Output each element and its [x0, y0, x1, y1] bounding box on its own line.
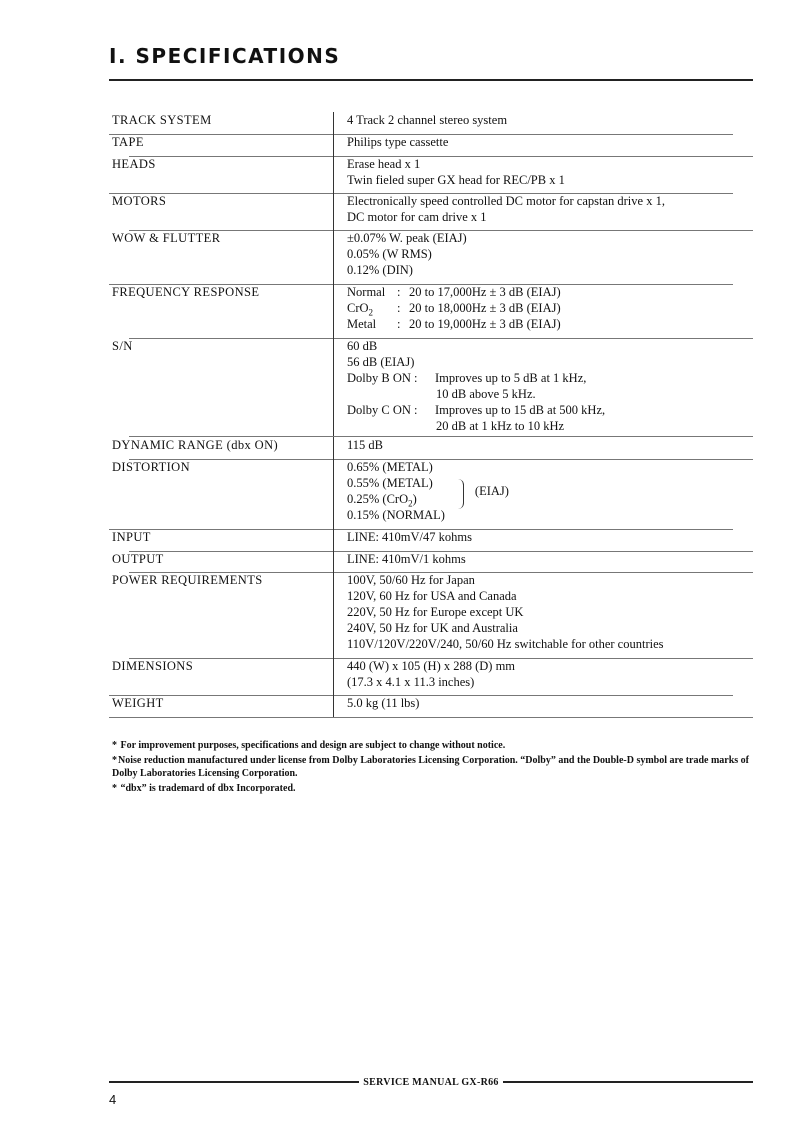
dolby-value: 10 dB above 5 kHz. [436, 387, 536, 401]
separator: : [397, 301, 401, 315]
spec-value [333, 572, 753, 658]
spec-line: LINE: 410mV/47 kohms [347, 530, 472, 544]
footer-rule-left [109, 1081, 359, 1083]
spec-value [333, 658, 753, 695]
freq-row-cro2 [347, 300, 753, 316]
page-footer [109, 1075, 753, 1089]
spec-row-distortion [109, 459, 753, 529]
spec-label: FREQUENCY RESPONSE [112, 285, 260, 299]
spec-line: 120V, 60 Hz for USA and Canada [347, 589, 517, 603]
spec-row-dynamic-range [109, 436, 753, 459]
dolby-key: Dolby B ON : [347, 371, 418, 385]
freq-value: 20 to 17,000Hz ± 3 dB (EIAJ) [409, 285, 561, 299]
spec-label: DIMENSIONS [112, 659, 194, 673]
spec-value [333, 230, 753, 284]
spec-row-output [109, 551, 753, 572]
freq-value: 20 to 19,000Hz ± 3 dB (EIAJ) [409, 317, 561, 331]
spec-row-dimensions [109, 658, 753, 695]
tape-type: Normal [347, 285, 386, 299]
footnotes [112, 739, 758, 797]
spec-label: INPUT [112, 530, 151, 544]
spec-label: MOTORS [112, 194, 167, 208]
spec-line: Erase head x 1 [347, 157, 421, 171]
spec-value [333, 193, 753, 230]
page-number: 4 [109, 1092, 117, 1107]
brace-icon [457, 479, 464, 509]
separator: : [397, 317, 401, 331]
spec-row-power [109, 572, 753, 658]
spec-label: WEIGHT [112, 696, 164, 710]
footer-manual-title: SERVICE MANUAL GX-R66 [363, 1076, 499, 1088]
spec-line: 60 dB [347, 339, 378, 353]
spec-line-close: ) [412, 492, 417, 506]
footnote-text: For improvement purposes, specifications and design are subject to change without notice. [120, 740, 506, 751]
footnote [112, 739, 758, 752]
spec-line: 0.55% (METAL) [347, 476, 433, 490]
spec-line: 240V, 50 Hz for UK and Australia [347, 621, 518, 635]
spec-value [333, 134, 753, 156]
spec-line: LINE: 410mV/1 kohms [347, 552, 466, 566]
freq-row-normal [347, 284, 753, 300]
dolby-value: 20 dB at 1 kHz to 10 kHz [436, 419, 565, 433]
spec-row-track-system [109, 104, 753, 134]
subscript: 2 [368, 307, 374, 318]
footnote-marker: * [112, 783, 117, 794]
spec-line: ±0.07% W. peak (EIAJ) [347, 231, 467, 245]
footnote [112, 782, 758, 795]
spec-value [333, 695, 753, 717]
dolby-b-row [347, 370, 753, 386]
footer-rule-right [503, 1081, 753, 1083]
spec-label: DYNAMIC RANGE (dbx ON) [112, 438, 279, 452]
spec-line: Electronically speed controlled DC motor for capstan drive x 1, [347, 194, 665, 208]
spec-label: DISTORTION [112, 460, 191, 474]
spec-line: (17.3 x 4.1 x 11.3 inches) [347, 675, 475, 689]
separator: : [397, 285, 401, 299]
spec-label: OUTPUT [112, 552, 164, 566]
spec-row-heads [109, 156, 753, 193]
spec-label: S/N [112, 339, 133, 353]
spec-label: WOW & FLUTTER [112, 231, 221, 245]
distortion-standard: (EIAJ) [474, 484, 509, 498]
spec-value [333, 112, 753, 134]
spec-line: 110V/120V/220V/240, 50/60 Hz switchable for other countries [347, 637, 664, 651]
footnote-text: “dbx” is trademard of dbx Incorporated. [120, 783, 296, 794]
spec-line: DC motor for cam drive x 1 [347, 210, 487, 224]
spec-value [333, 156, 753, 193]
spec-line: 5.0 kg (11 lbs) [347, 696, 420, 710]
tape-type [347, 300, 397, 316]
spec-line: Twin fieled super GX head for REC/PB x 1 [347, 173, 565, 187]
spec-line: 0.65% (METAL) [347, 460, 433, 474]
spec-label: POWER REQUIREMENTS [112, 573, 263, 587]
subscript: 2 [408, 498, 413, 509]
spec-row-motors [109, 193, 753, 230]
spec-line: 56 dB (EIAJ) [347, 355, 415, 369]
spec-line-text: 0.25% (CrO [347, 492, 409, 506]
spec-line: 0.05% (W RMS) [347, 247, 432, 261]
tape-type-text: CrO [347, 301, 369, 315]
dolby-value: Improves up to 5 dB at 1 kHz, [435, 371, 587, 385]
spec-row-input [109, 529, 753, 551]
footnote [112, 754, 758, 780]
spec-line: 100V, 50/60 Hz for Japan [347, 573, 475, 587]
tape-type: Metal [347, 317, 377, 331]
spec-label: TRACK SYSTEM [112, 113, 212, 127]
footnote-marker: * [112, 740, 117, 751]
freq-value: 20 to 18,000Hz ± 3 dB (EIAJ) [409, 301, 561, 315]
dolby-c-row [347, 402, 753, 418]
dolby-value: Improves up to 15 dB at 500 kHz, [435, 403, 606, 417]
spec-row-sn [109, 338, 753, 436]
spec-line: 220V, 50 Hz for Europe except UK [347, 605, 524, 619]
spec-label: HEADS [112, 157, 156, 171]
spec-line: 4 Track 2 channel stereo system [347, 113, 508, 127]
dolby-key: Dolby C ON : [347, 403, 418, 417]
spec-line: 440 (W) x 105 (H) x 288 (D) mm [347, 659, 516, 673]
spec-label: TAPE [112, 135, 144, 149]
spec-row-tape [109, 134, 753, 156]
spec-line: 115 dB [347, 438, 383, 452]
spec-table [109, 104, 753, 717]
spec-row-weight [109, 695, 753, 717]
spec-value [333, 437, 753, 459]
footnote-marker: * [112, 755, 117, 766]
spec-value [333, 338, 753, 436]
spec-value [333, 459, 753, 529]
title-rule [109, 79, 753, 81]
footnote-text: Noise reduction manufactured under license from Dolby Laboratories Licensing Corporation. “Dolby” and the Double-D symbol are trade marks of Dolby Laboratories Licensing Corporation. [112, 755, 750, 779]
spec-line: 0.15% (NORMAL) [347, 508, 445, 522]
spec-value [333, 284, 753, 338]
page-title: I. SPECIFICATIONS [109, 44, 341, 68]
spec-line [347, 491, 445, 507]
freq-row-metal [347, 316, 753, 332]
spec-row-frequency-response [109, 284, 753, 338]
spec-line: 0.12% (DIN) [347, 263, 413, 277]
spec-value [333, 529, 753, 551]
distortion-list [347, 459, 445, 523]
spec-line: Philips type cassette [347, 135, 449, 149]
spec-row-wow-flutter [109, 230, 753, 284]
spec-value [333, 551, 753, 572]
distortion-group [347, 459, 753, 523]
